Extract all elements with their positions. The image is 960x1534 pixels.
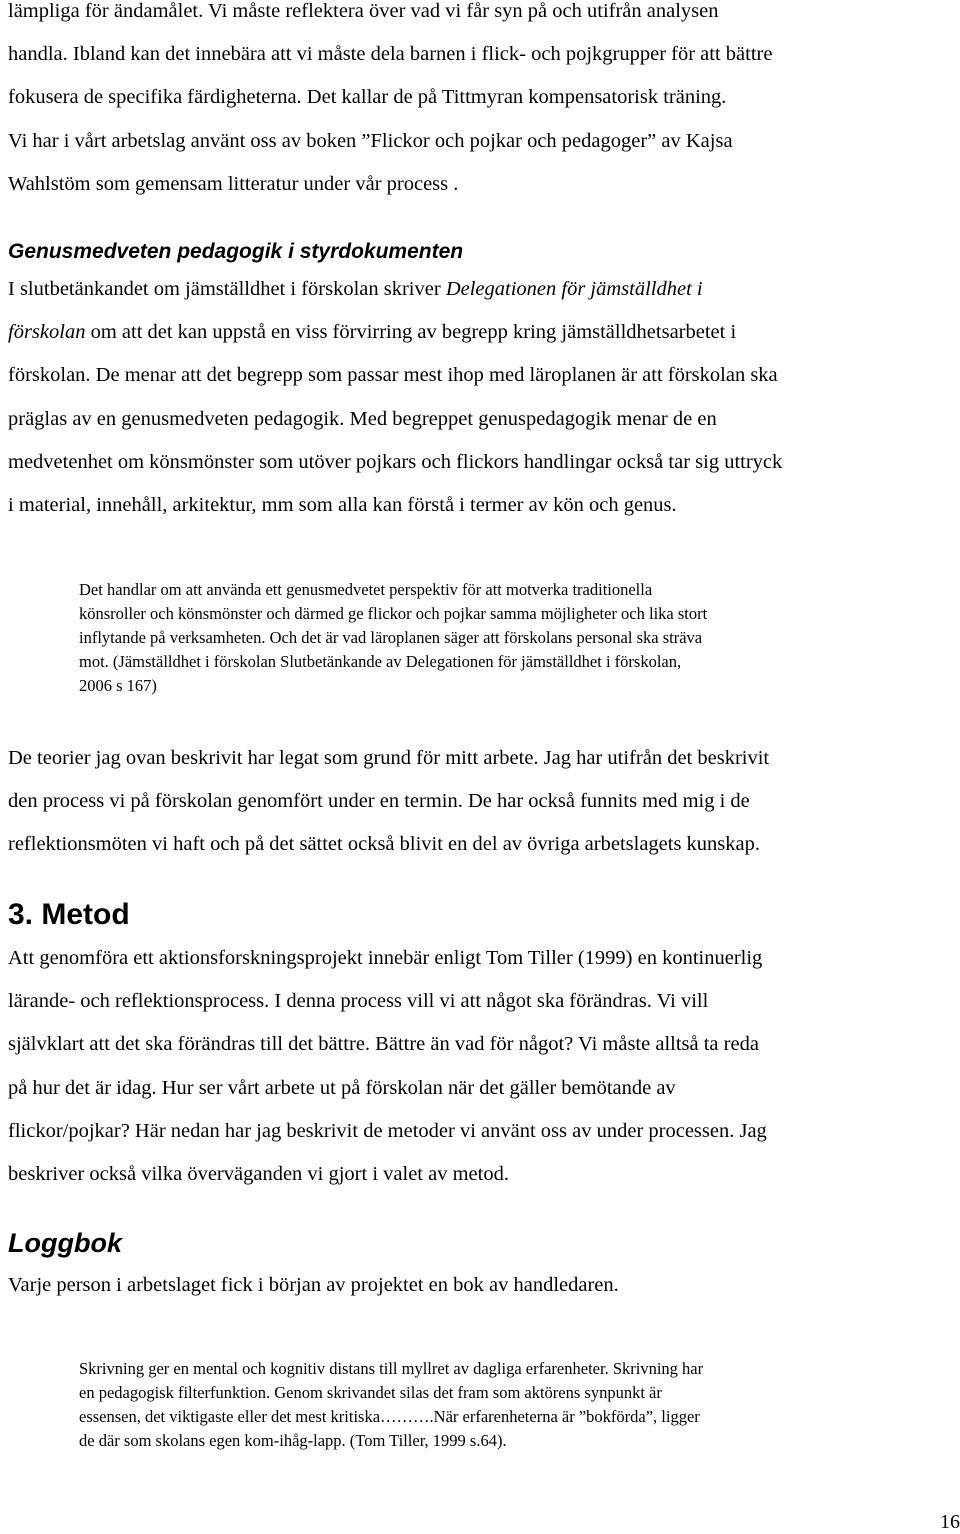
text-line: fokusera de specifika färdigheterna. Det kallar de på Tittmyran kompensatorisk träning.	[8, 86, 727, 109]
section-heading-genus: Genusmedveten pedagogik i styrdokumenten	[8, 240, 464, 263]
text-line: Att genomföra ett aktionsforskningsprojekt innebär enligt Tom Tiller (1999) en kontinuerlig	[8, 947, 763, 969]
block-quote	[79, 1357, 939, 1453]
text-line: De teorier jag ovan beskrivit har legat som grund för mitt arbete. Jag har utifrån det beskrivit	[8, 747, 770, 769]
section-heading-loggbok: Loggbok	[8, 1228, 122, 1258]
quote-line: mot. (Jämställdhet i förskolan Slutbetänkande av Delegationen för jämställdhet i förskolan,	[79, 652, 682, 671]
quote-line: inflytande på verksamheten. Och det är vad läroplanen säger att förskolans personal ska sträva	[79, 628, 703, 647]
text-line: präglas av en genusmedveten pedagogik. Med begreppet genuspedagogik menar de en	[8, 407, 717, 430]
text-line: handla. Ibland kan det innebära att vi måste dela barnen i flick- och pojkgrupper för att bättre	[8, 43, 773, 66]
quote-line: könsroller och könsmönster och därmed ge flickor och pojkar samma möjligheter och lika stort	[79, 604, 708, 623]
emphasis-text: Delegationen för jämställdhet i	[445, 278, 703, 300]
text-line: självklart att det ska förändras till det bättre. Bättre än vad för något? Vi måste alltså ta reda	[8, 1033, 759, 1056]
text-line: flickor/pojkar? Här nedan har jag beskrivit de metoder vi använt oss av under processen. Jag	[8, 1119, 767, 1142]
loggbok-paragraph	[8, 1264, 956, 1307]
text-line: förskolan. De menar att det begrepp som passar mest ihop med läroplanen är att förskolan ska	[8, 364, 778, 387]
text-line	[8, 268, 956, 311]
quote-line: essensen, det viktigaste eller det mest kritiska……….När erfarenheterna är ”bokförda”, ligger	[79, 1407, 700, 1426]
text-line: på hur det är idag. Hur ser vårt arbete ut på förskolan när det gäller bemötande av	[8, 1076, 676, 1099]
quote-line: Det handlar om att använda ett genusmedvetet perspektiv för att motverka traditionella	[79, 580, 653, 599]
text-line: Vi har i vårt arbetslag använt oss av boken ”Flickor och pojkar och pedagoger” av Kajsa	[8, 129, 733, 152]
text-line: Wahlstöm som gemensam litteratur under vår process .	[8, 172, 459, 195]
theory-paragraph	[8, 737, 956, 867]
text-line: den process vi på förskolan genomfört under en termin. De har också funnits med mig i de	[8, 790, 750, 813]
quote-line: en pedagogisk filterfunktion. Genom skrivandet silas det fram som aktörens synpunkt är	[79, 1383, 662, 1402]
intro-paragraph	[8, 0, 956, 206]
metod-paragraph	[8, 937, 956, 1196]
text-line: i material, innehåll, arkitektur, mm som alla kan förstå i termer av kön och genus.	[8, 494, 677, 517]
text-line: Varje person i arbetslaget fick i början av projektet en bok av handledaren.	[8, 1274, 619, 1296]
genus-paragraph	[8, 268, 956, 527]
text-line	[8, 311, 956, 354]
text-line: beskriver också vilka överväganden vi gjort i valet av metod.	[8, 1163, 509, 1186]
text-line: lämpliga för ändamålet. Vi måste reflektera över vad vi får syn på och utifrån analysen	[8, 0, 719, 22]
text-span: I slutbetänkandet om jämställdhet i förskolan skriver	[8, 278, 446, 300]
quote-line: 2006 s 167)	[79, 676, 157, 695]
page-number: 16	[940, 1511, 960, 1533]
section-heading-metod: 3. Metod	[8, 898, 130, 931]
text-line: lärande- och reflektionsprocess. I denna process vill vi att något ska förändras. Vi vill	[8, 990, 709, 1013]
text-line: medvetenhet om könsmönster som utöver pojkars och flickors handlingar också tar sig uttryck	[8, 450, 783, 473]
quote-line: de där som skolans egen kom-ihåg-lapp. (Tom Tiller, 1999 s.64).	[79, 1431, 507, 1450]
text-span: om att det kan uppstå en viss förvirring av begrepp kring jämställdhetsarbetet i	[85, 321, 737, 344]
text-line: reflektionsmöten vi haft och på det sättet också blivit en del av övriga arbetslagets kunskap.	[8, 833, 761, 856]
emphasis-text: förskolan	[8, 321, 86, 344]
quote-line: Skrivning ger en mental och kognitiv distans till myllret av dagliga erfarenheter. Skrivning har	[79, 1359, 704, 1378]
block-quote	[79, 578, 939, 698]
